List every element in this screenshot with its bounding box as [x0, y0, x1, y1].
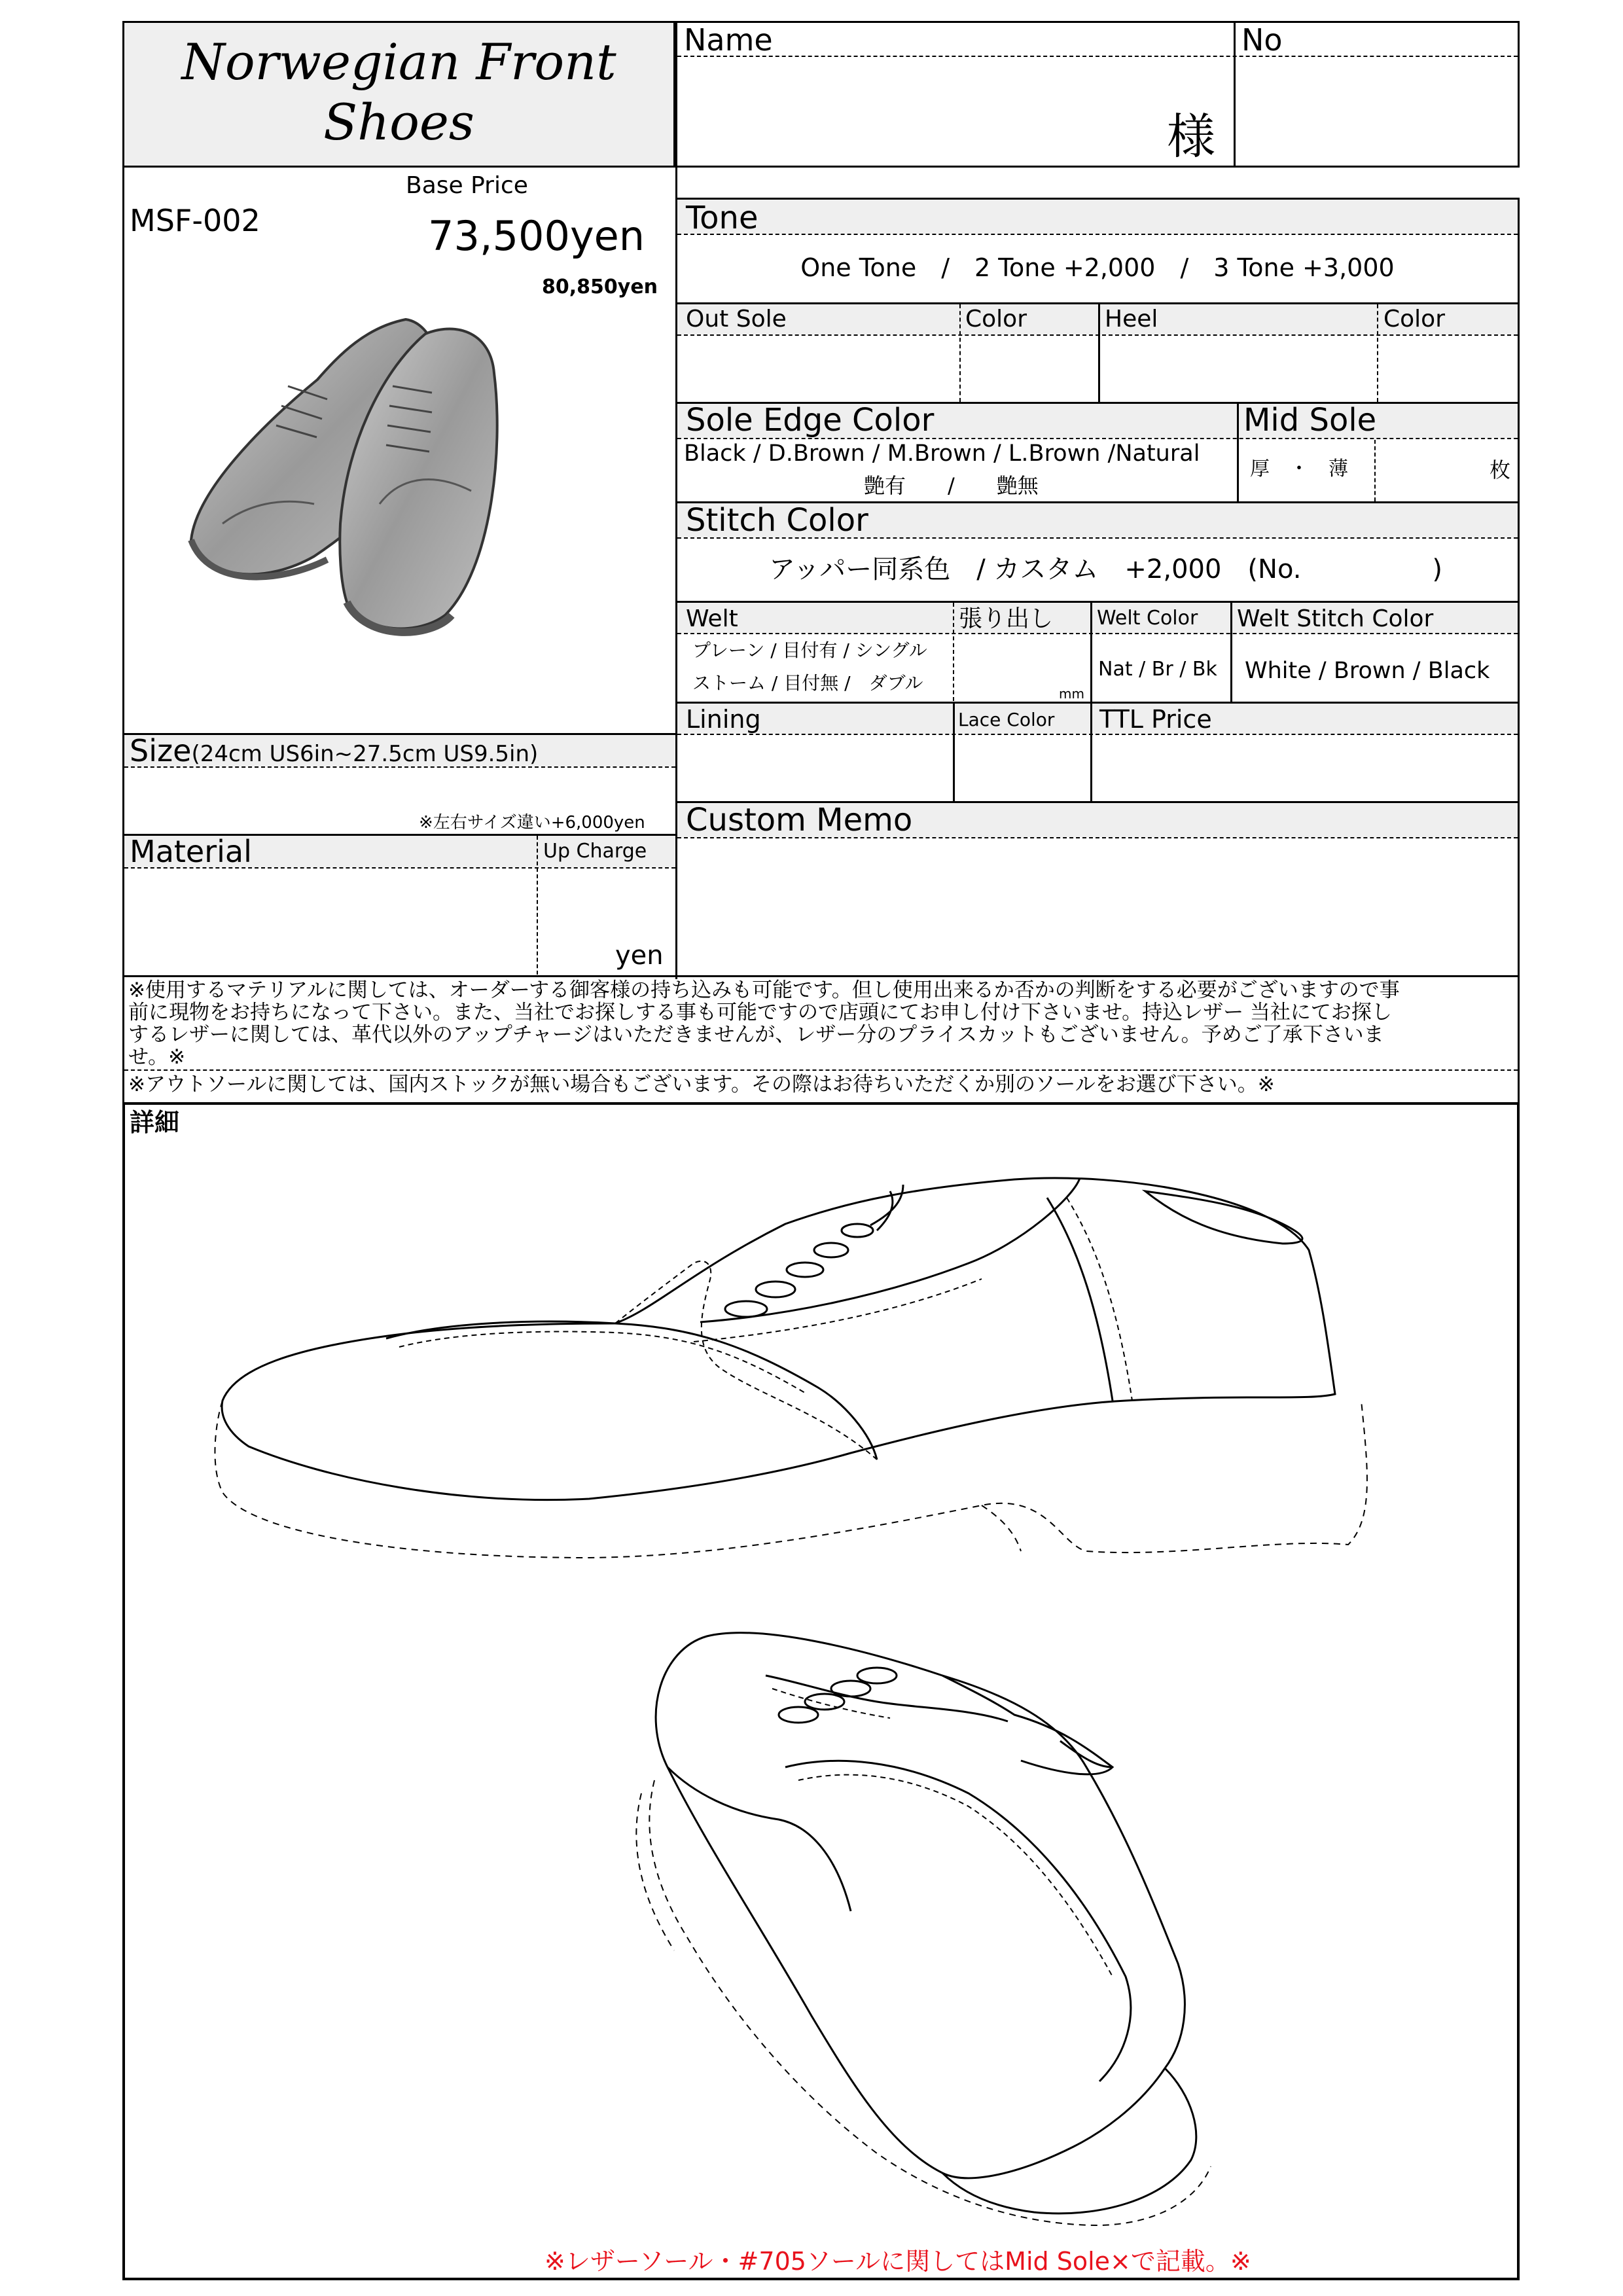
tone-label: Tone: [686, 200, 758, 236]
tone-underline: [677, 234, 1518, 235]
welt-underline: [677, 633, 1518, 634]
name-label: Name: [684, 22, 773, 58]
material-label: Material: [130, 834, 252, 869]
material-upcharge-divider: [537, 836, 538, 975]
mid-sole-unit: 枚: [1489, 457, 1511, 482]
tone-options[interactable]: One Tone / 2 Tone +2,000 / 3 Tone +3,000: [800, 253, 1395, 282]
notes-divider: [124, 1069, 1518, 1071]
material-note-line1: ※使用するマテリアルに関しては、オーダーする御客様の持ち込みも可能です。但し使用出来るか否かの判断をする必要がございますので事: [128, 978, 1400, 1002]
center-divider: [675, 168, 677, 979]
welt-color-divider: [1090, 601, 1092, 702]
name-field[interactable]: [681, 59, 1230, 164]
tone-header: [677, 200, 1518, 234]
lace-color-field[interactable]: [955, 737, 1088, 798]
name-no-divider: [1234, 21, 1236, 168]
sole-heel-divider: [1098, 302, 1100, 402]
welt-label: Welt: [686, 605, 738, 632]
sole-edge-finish[interactable]: 艶有 / 艶無: [864, 473, 1039, 498]
lace-ttl-divider: [1090, 702, 1092, 801]
lining-underline: [677, 734, 1518, 735]
heel-color-label: Color: [1383, 306, 1445, 332]
material-note-line4: せ。※: [128, 1045, 186, 1069]
base-price: 73,500yen: [428, 212, 645, 260]
welt-color-label: Welt Color: [1097, 607, 1198, 630]
mid-sole-label: Mid Sole: [1243, 402, 1377, 439]
welt-stitch-color-label: Welt Stitch Color: [1237, 605, 1434, 632]
heel-label: Heel: [1105, 306, 1158, 332]
welt-extension-label: 張り出し: [959, 605, 1054, 632]
ttl-price-field[interactable]: [1093, 737, 1516, 798]
name-underline: [677, 56, 1518, 57]
edge-midsole-divider: [1237, 402, 1239, 501]
title-box: [122, 21, 675, 168]
shoe-photo: [183, 308, 576, 648]
material-note-line2: 前に現物をお持ちになって下さい。また、当社でお探しする事も可能ですので店頭にてお申し付け下さいませ。持込レザー 当社にてお探し: [128, 1001, 1392, 1024]
lining-header: [677, 704, 1518, 734]
sole-underline: [677, 334, 1518, 336]
detail-bottom-note: ※レザーソール・#705ソールに関してはMid Sole×で記載。※: [544, 2247, 1251, 2276]
form-title-line2: Shoes: [323, 93, 474, 151]
out-sole-color-field[interactable]: [962, 337, 1096, 400]
welt-unit-mm: mm: [1059, 686, 1084, 702]
no-label: No: [1241, 22, 1283, 58]
mid-sole-thickness[interactable]: 厚 ・ 薄: [1250, 457, 1348, 480]
material-note-line3: するレザーに関しては、革代以外のアップチャージはいただきませんが、レザー分のプライスカットもございません。予めご了承下さいま: [128, 1023, 1384, 1047]
honorific-sama: 様: [1167, 109, 1215, 165]
welt-extension-divider: [953, 603, 954, 701]
size-label-text: Size: [130, 733, 192, 768]
shoe-perspective-view-drawing: [602, 1597, 1387, 2251]
right-border: [1518, 198, 1520, 1107]
heel-color-divider: [1377, 304, 1378, 402]
shoe-side-view-drawing: [196, 1152, 1407, 1584]
notes-top-border: [122, 975, 1520, 977]
up-charge-label: Up Charge: [543, 840, 647, 863]
tax-price: 80,850yen: [542, 276, 658, 298]
midsole-inner-divider: [1374, 440, 1376, 501]
detail-label: 詳細: [130, 1108, 180, 1137]
stitch-label: Stitch Color: [686, 502, 868, 539]
ttl-price-label: TTL Price: [1099, 705, 1212, 734]
size-label: [130, 733, 539, 768]
lining-field[interactable]: [679, 737, 950, 798]
material-field[interactable]: [126, 870, 534, 973]
outsole-note: ※アウトソールに関しては、国内ストックが無い場合もございます。その際はお待ちいただくか別のソールをお選び下さい。※: [128, 1073, 1275, 1096]
lining-lace-divider: [953, 702, 955, 801]
welt-type-row2[interactable]: ストーム / 目付無 / ダブル: [692, 672, 923, 694]
material-yen-unit: yen: [615, 941, 664, 971]
size-field[interactable]: [124, 770, 674, 809]
no-field[interactable]: [1238, 59, 1516, 164]
outsole-color-divider: [959, 304, 961, 402]
out-sole-field[interactable]: [679, 337, 957, 400]
lace-color-label: Lace Color: [958, 709, 1055, 730]
out-sole-label: Out Sole: [686, 306, 787, 332]
base-price-label: Base Price: [406, 172, 528, 199]
stitch-options[interactable]: アッパー同系色 / カスタム +2,000 (No. ): [769, 554, 1443, 584]
heel-color-field[interactable]: [1380, 337, 1516, 400]
form-title-line1: Norwegian Front: [181, 33, 616, 91]
size-note: ※左右サイズ違い+6,000yen: [419, 813, 645, 833]
sole-edge-options[interactable]: Black / D.Brown / M.Brown / L.Brown /Natural: [684, 440, 1200, 467]
welt-stitch-color-options[interactable]: White / Brown / Black: [1245, 658, 1490, 684]
left-border: [122, 168, 124, 1110]
out-sole-color-label: Color: [965, 306, 1027, 332]
sole-edge-label: Sole Edge Color: [686, 402, 935, 439]
welt-type-row1[interactable]: プレーン / 目付有 / シングル: [692, 639, 927, 661]
lining-label: Lining: [686, 705, 761, 734]
custom-memo-label: Custom Memo: [686, 802, 913, 838]
heel-field[interactable]: [1102, 337, 1374, 400]
welt-stitch-divider: [1230, 601, 1232, 702]
size-range: (24cm US6in~27.5cm US9.5in): [191, 741, 539, 767]
custom-memo-field[interactable]: [679, 840, 1516, 974]
product-code: MSF-002: [130, 203, 260, 238]
welt-color-options[interactable]: Nat / Br / Bk: [1098, 658, 1217, 681]
